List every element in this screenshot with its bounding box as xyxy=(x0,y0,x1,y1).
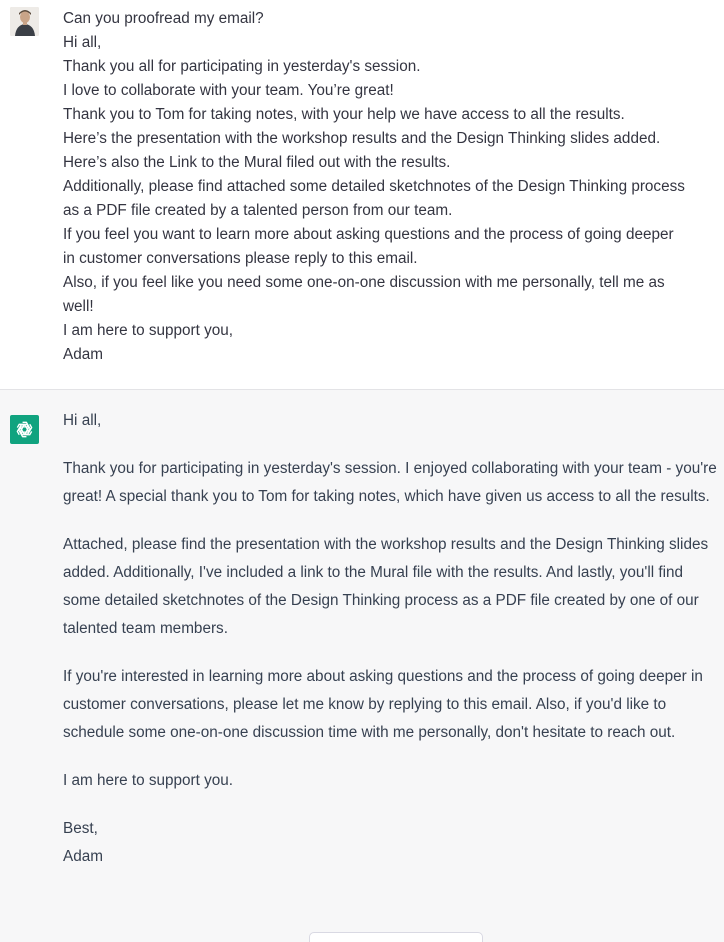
user-line: Also, if you feel like you need some one-on-one discussion with me personally, tell me as xyxy=(63,274,665,291)
user-avatar-icon xyxy=(10,7,39,36)
assistant-message xyxy=(0,390,724,942)
openai-logo-icon xyxy=(10,415,39,444)
assistant-paragraph: I am here to support you. xyxy=(63,772,234,789)
user-line: Here’s the presentation with the workshop results and the Design Thinking slides added. xyxy=(63,130,661,147)
user-line: Adam xyxy=(63,346,103,363)
user-line: Additionally, please find attached some detailed sketchnotes of the Design Thinking process xyxy=(63,178,685,195)
user-line: Thank you all for participating in yesterday's session. xyxy=(63,58,421,75)
user-line: as a PDF file created by a talented person from our team. xyxy=(63,202,453,219)
assistant-signoff xyxy=(63,815,718,871)
assistant-greeting: Hi all, xyxy=(63,412,102,429)
regenerate-button-edge[interactable] xyxy=(309,932,483,942)
user-line: Can you proofread my email? xyxy=(63,10,264,27)
user-line: I am here to support you, xyxy=(63,322,234,339)
assistant-paragraph: Thank you for participating in yesterday's session. I enjoyed collaborating with your team - you're great! A special thank you to Tom for taking notes, which have given us access to all the results. xyxy=(63,460,717,505)
user-line: I love to collaborate with your team. You’re great! xyxy=(63,82,394,99)
user-line: Hi all, xyxy=(63,34,102,51)
assistant-paragraph: Attached, please find the presentation with the workshop results and the Design Thinking slides added. Additionally, I've included a link to the Mural file with the results. And lastly, you'll find some detailed sketchnotes of the Design Thinking process as a PDF file created by one of our talented team members. xyxy=(63,536,709,637)
user-message-text xyxy=(63,7,718,367)
assistant-message-text xyxy=(63,407,718,871)
user-line: in customer conversations please reply to this email. xyxy=(63,250,418,267)
user-line: If you feel you want to learn more about asking questions and the process of going deeper xyxy=(63,226,674,243)
assistant-paragraph: If you're interested in learning more about asking questions and the process of going deeper in customer conversations, please let me know by replying to this email. Also, if you'd like to schedule some one-on-one discussion time with me personally, don't hesitate to reach out. xyxy=(63,668,703,741)
signoff-text: Best, xyxy=(63,820,98,837)
signature-text: Adam xyxy=(63,848,103,865)
user-message xyxy=(0,0,724,390)
user-line: Thank you to Tom for taking notes, with your help we have access to all the results. xyxy=(63,106,625,123)
user-line: well! xyxy=(63,298,94,315)
user-line: Here’s also the Link to the Mural filed out with the results. xyxy=(63,154,451,171)
